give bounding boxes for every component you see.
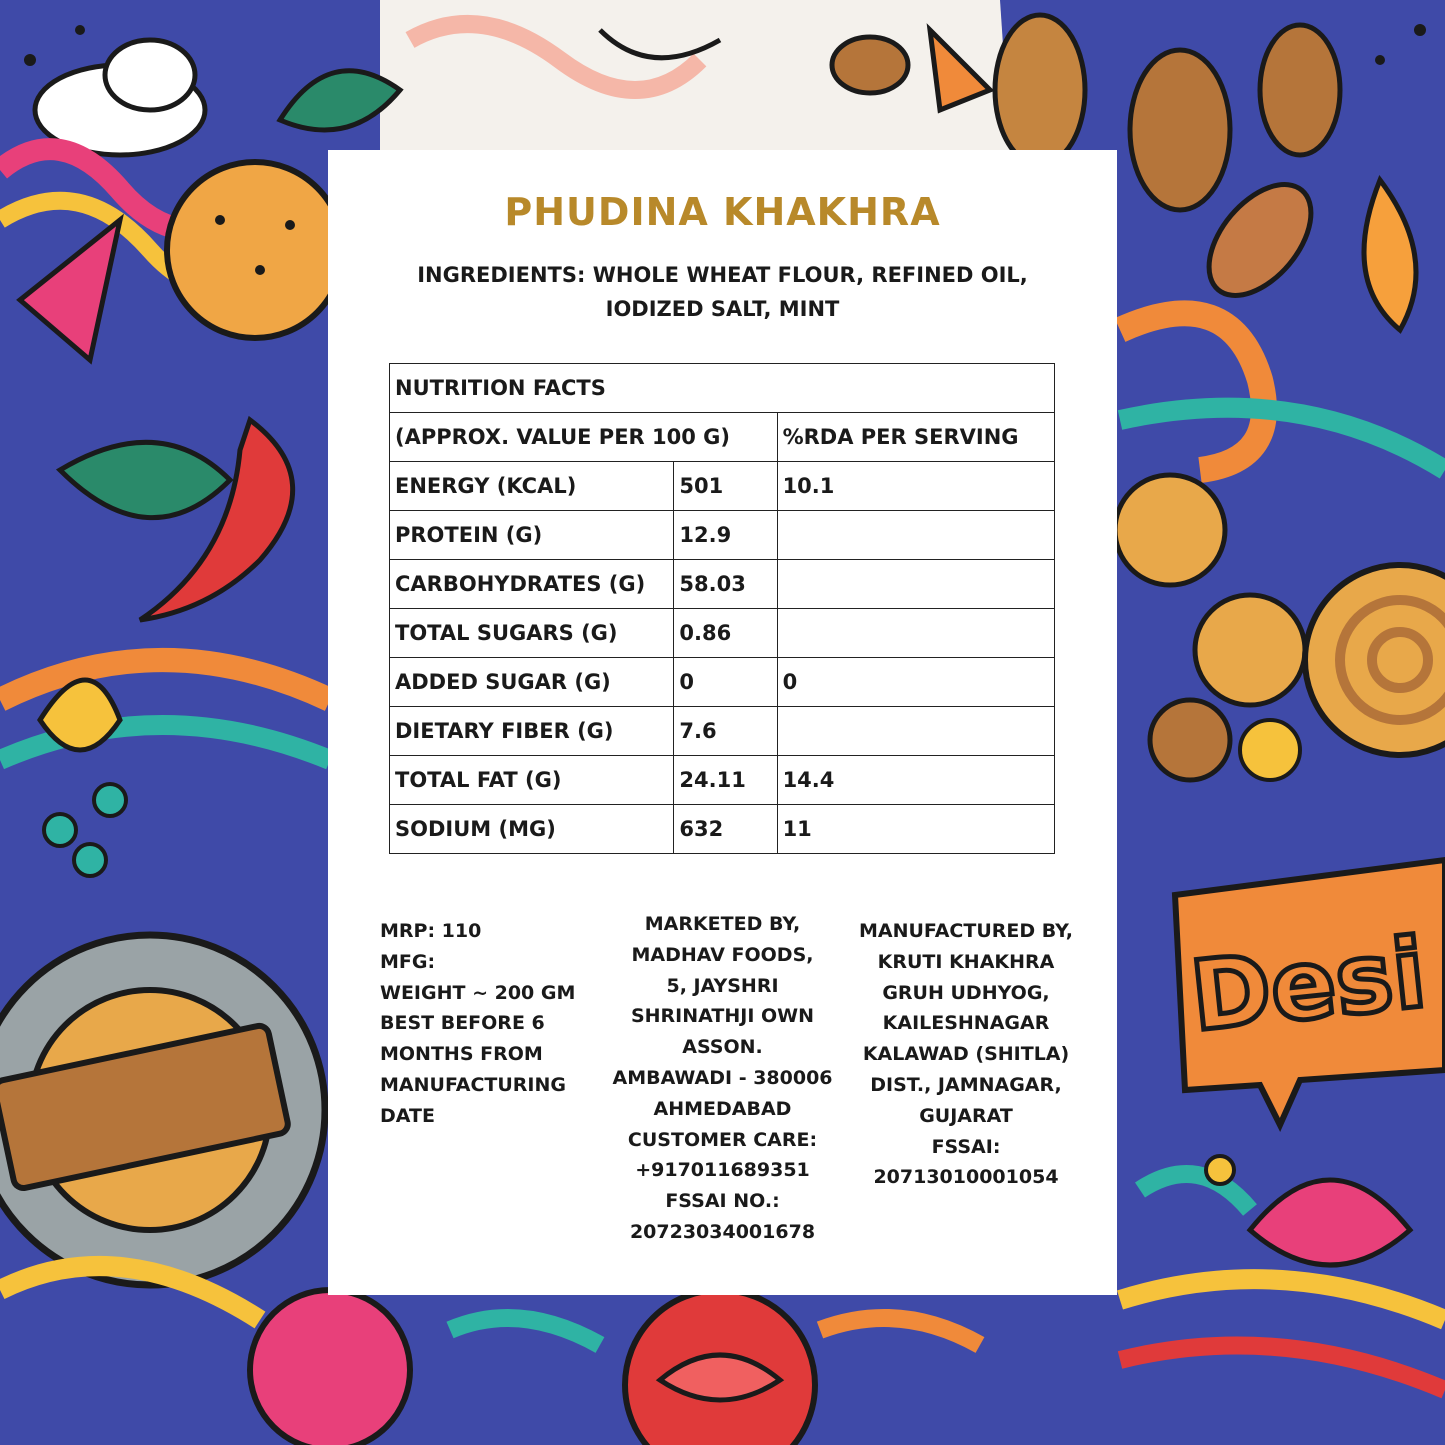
- marketed-by: [600, 909, 845, 1248]
- product-details: [380, 916, 610, 1132]
- detail-line: CUSTOMER CARE:: [627, 1128, 818, 1151]
- detail-line: MADHAV FOODS,: [631, 943, 814, 966]
- nutrient-name: ADDED SUGAR (G): [390, 658, 674, 707]
- detail-line: GUJARAT: [919, 1104, 1013, 1127]
- detail-line: KALAWAD (SHITLA): [862, 1043, 1070, 1066]
- table-row: [390, 560, 1055, 609]
- table-row: [390, 756, 1055, 805]
- detail-line: 5, JAYSHRI: [666, 974, 779, 997]
- detail-line: MARKETED BY,: [644, 913, 801, 935]
- nutrient-name: DIETARY FIBER (G): [390, 707, 674, 756]
- table-row: [390, 707, 1055, 756]
- table-row: [390, 462, 1055, 511]
- detail-line: +917011689351: [635, 1159, 810, 1182]
- table-row: [390, 511, 1055, 560]
- detail-line: GRUH UDHYOG,: [882, 981, 1050, 1004]
- nutrient-name: ENERGY (KCAL): [390, 462, 674, 511]
- detail-line: DIST., JAMNAGAR,: [870, 1073, 1062, 1096]
- nutrient-rda: [777, 609, 1054, 658]
- ingredients-line: INGREDIENTS: WHOLE WHEAT FLOUR, REFINED OIL,: [417, 263, 1028, 287]
- detail-line: MONTHS FROM: [380, 1043, 543, 1066]
- nutrient-name: TOTAL SUGARS (G): [390, 609, 674, 658]
- ingredients-text: [395, 258, 1050, 326]
- nutrition-header-row: [390, 364, 1055, 413]
- table-row: [390, 609, 1055, 658]
- detail-line: 20723034001678: [629, 1220, 816, 1243]
- nutrient-name: SODIUM (MG): [390, 805, 674, 854]
- detail-line: AMBAWADI - 380006: [612, 1066, 833, 1089]
- detail-line: FSSAI NO.:: [665, 1190, 780, 1213]
- nutrient-rda: [777, 560, 1054, 609]
- nutrient-value: 632: [674, 805, 777, 854]
- detail-line: FSSAI:: [931, 1135, 1001, 1158]
- nutrient-name: TOTAL FAT (G): [390, 756, 674, 805]
- nutrient-rda: 10.1: [777, 462, 1054, 511]
- detail-line: KAILESHNAGAR: [882, 1012, 1050, 1035]
- ingredients-line: IODIZED SALT, MINT: [605, 297, 840, 321]
- manufactured-by: [846, 916, 1086, 1193]
- nutrient-rda: 11: [777, 805, 1054, 854]
- detail-line: SHRINATHJI OWN: [630, 1005, 815, 1028]
- detail-line: AHMEDABAD: [653, 1097, 792, 1120]
- nutrient-value: 0.86: [674, 609, 777, 658]
- cookie-icon: [167, 162, 343, 338]
- plate-icon: [0, 935, 325, 1285]
- nutrient-value: 7.6: [674, 707, 777, 756]
- product-title: PHUDINA KHAKHRA: [504, 190, 941, 234]
- detail-line: 20713010001054: [873, 1166, 1059, 1189]
- nutrient-value: 0: [674, 658, 777, 707]
- nutrient-value: 12.9: [674, 511, 777, 560]
- detail-line: MFG:: [380, 950, 436, 973]
- detail-line: MANUFACTURING: [380, 1073, 566, 1096]
- nutrient-value: 58.03: [674, 560, 777, 609]
- nutrient-rda: [777, 511, 1054, 560]
- nutrition-subheader-left: (APPROX. VALUE PER 100 G): [390, 413, 778, 462]
- detail-line: ASSON.: [682, 1036, 763, 1059]
- nutrition-header: NUTRITION FACTS: [390, 364, 1055, 413]
- table-row: [390, 805, 1055, 854]
- nutrition-table: [389, 363, 1055, 854]
- detail-line: MRP: 110: [380, 920, 482, 942]
- rose-icon: [625, 1290, 815, 1445]
- nutrient-name: PROTEIN (G): [390, 511, 674, 560]
- detail-line: KRUTI KHAKHRA: [877, 950, 1055, 973]
- table-row: [390, 658, 1055, 707]
- desi-sign-text: Desi: [1185, 916, 1431, 1053]
- detail-line: BEST BEFORE 6: [380, 1012, 545, 1035]
- detail-line: WEIGHT ~ 200 GM: [380, 981, 576, 1004]
- nutrient-value: 24.11: [674, 756, 777, 805]
- nutrient-value: 501: [674, 462, 777, 511]
- nutrient-name: CARBOHYDRATES (G): [390, 560, 674, 609]
- nutrient-rda: 0: [777, 658, 1054, 707]
- nutrient-rda: [777, 707, 1054, 756]
- detail-line: MANUFACTURED BY,: [858, 920, 1074, 942]
- nutrition-subheader-right: %RDA PER SERVING: [777, 413, 1054, 462]
- nutrient-rda: 14.4: [777, 756, 1054, 805]
- detail-line: DATE: [380, 1104, 435, 1127]
- nutrition-subheader-row: [390, 413, 1055, 462]
